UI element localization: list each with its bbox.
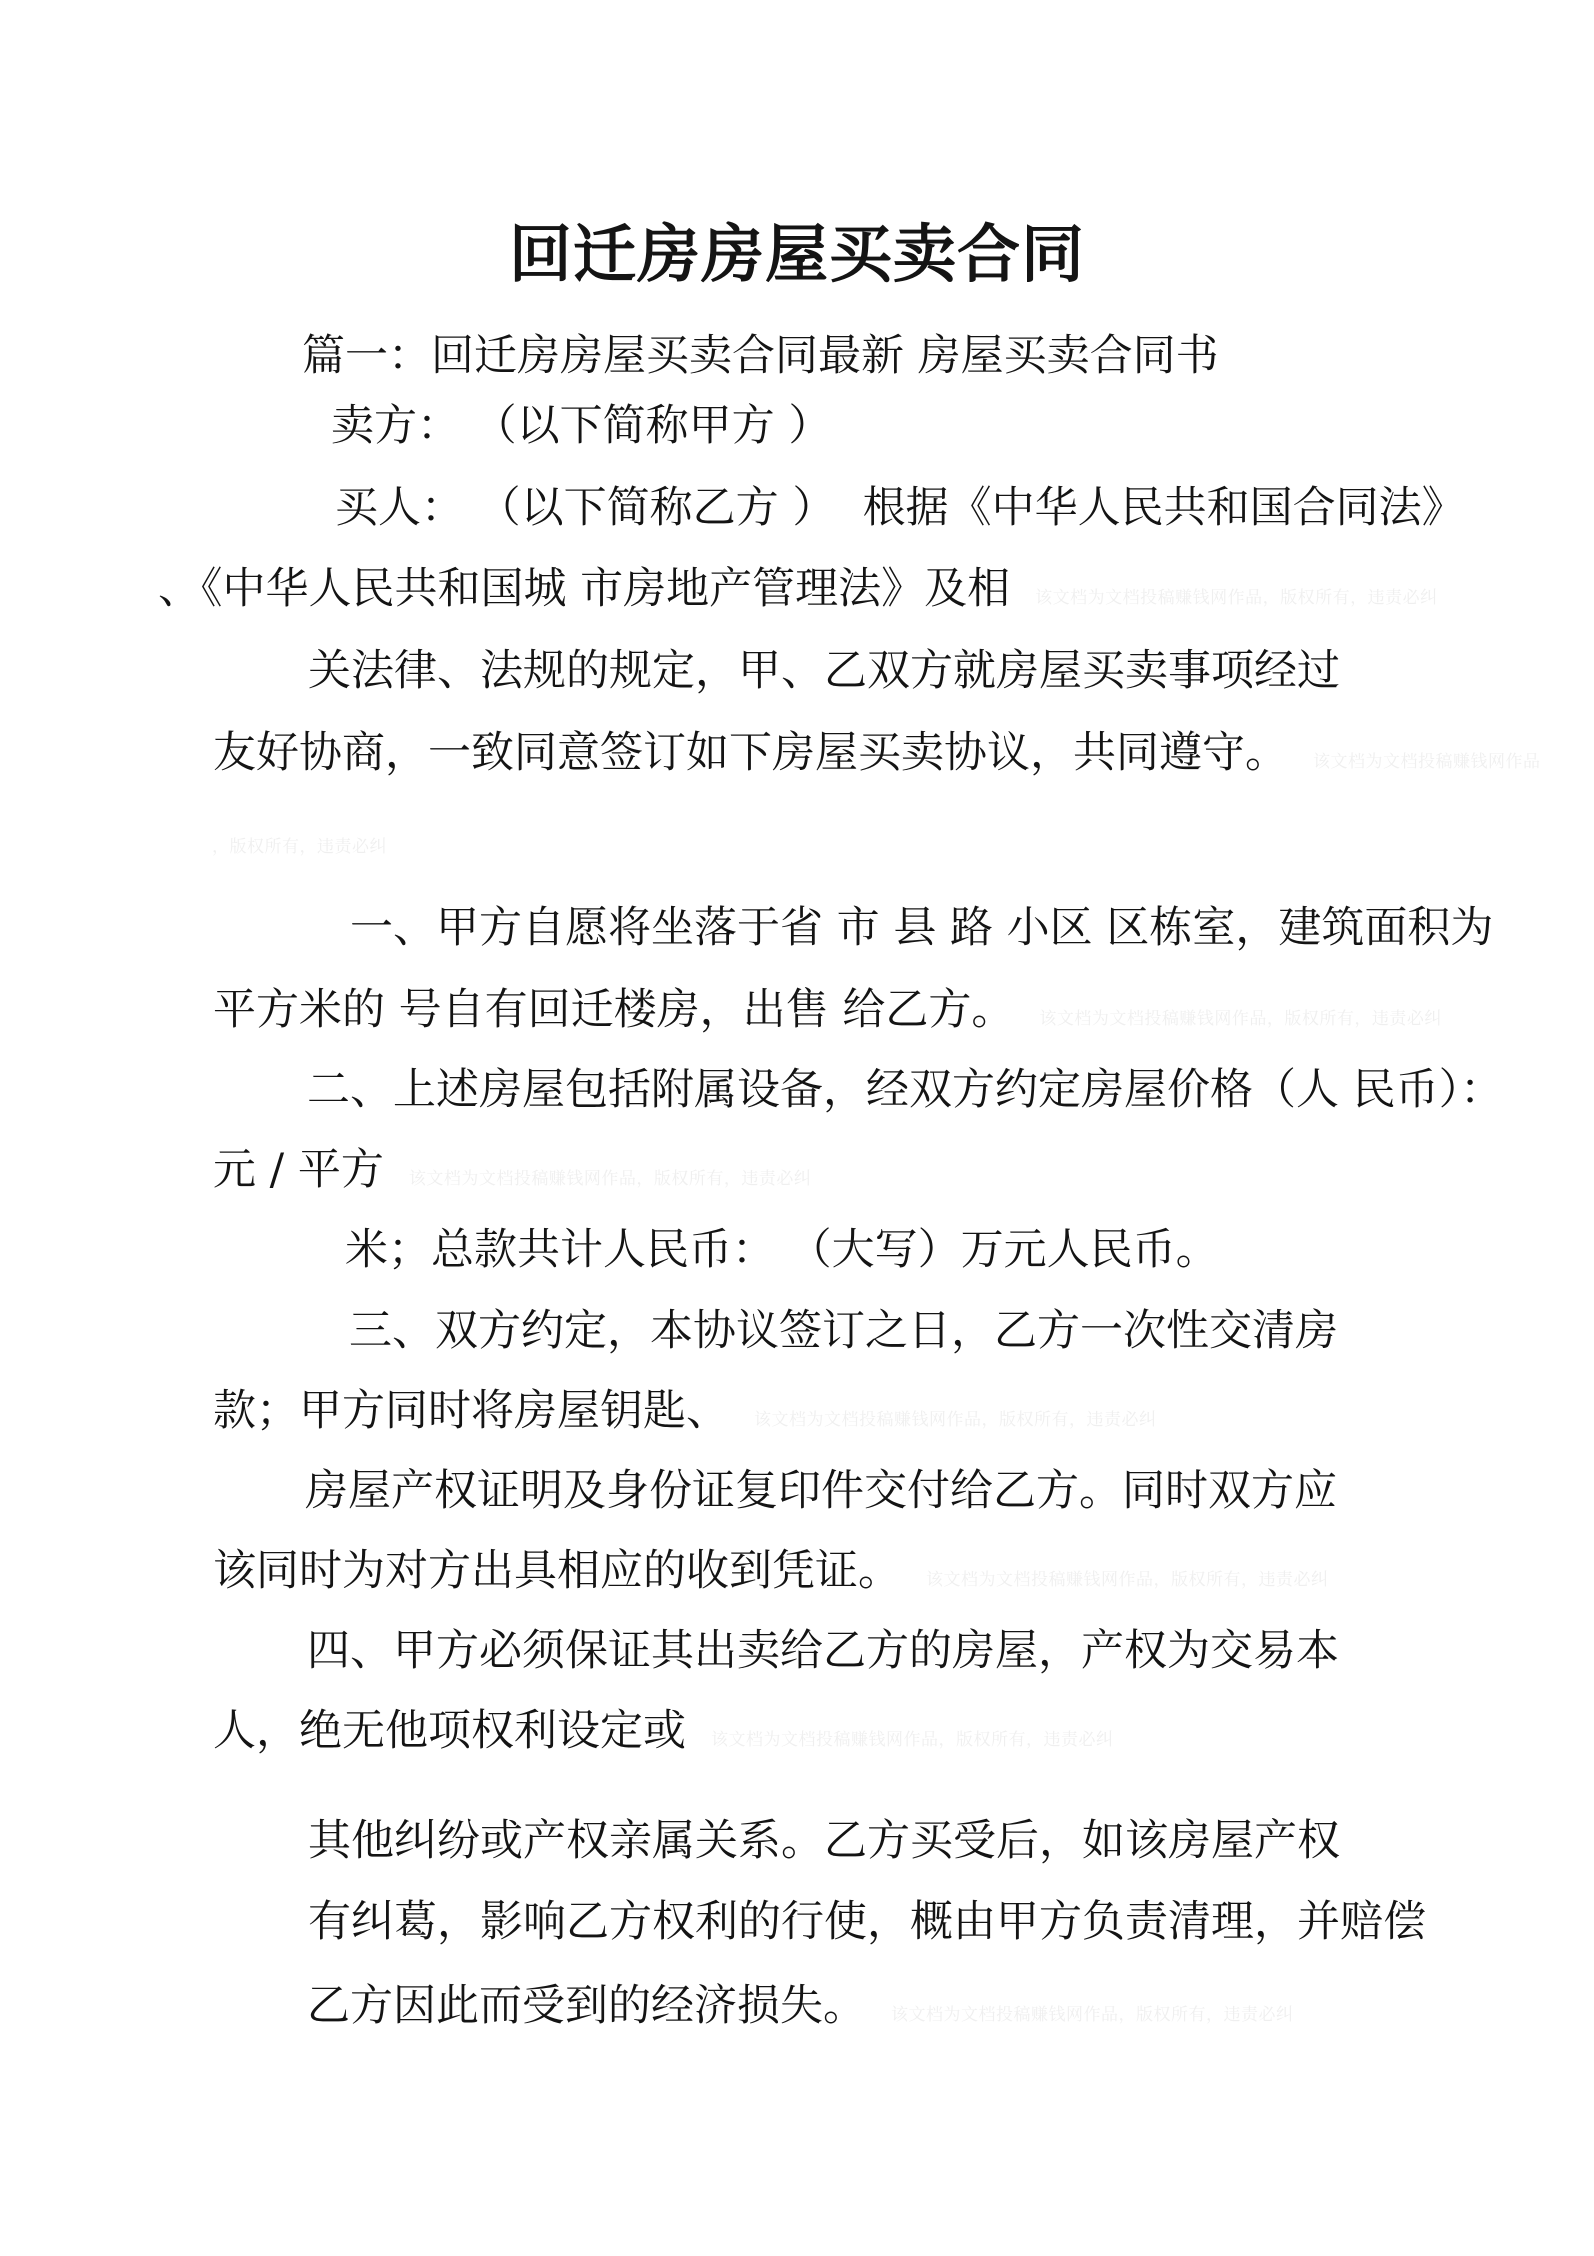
line-text: 人，绝无他项权利设定或 xyxy=(213,1706,686,1756)
inline-watermark: 该文档为文档投稿赚钱网作品，版权所有，违责必纠 xyxy=(1035,588,1438,608)
line-text: 关法律、法规的规定，甲、乙双方就房屋买卖事项经过 xyxy=(308,646,1340,696)
line-text: 其他纠纷或产权亲属关系。乙方买受后，如该房屋产权 xyxy=(308,1816,1340,1866)
document-title: 回迁房房屋买卖合同 xyxy=(509,218,1085,291)
inline-watermark: 该文档为文档投稿赚钱网作品，版权所有，违责必纠 xyxy=(711,1730,1114,1750)
document-line xyxy=(307,1980,1294,2041)
inline-watermark: 该文档为文档投稿赚钱网作品 xyxy=(1313,752,1541,772)
line-text: 、《中华人民共和国城 市房地产管理法》及相 xyxy=(158,564,1011,614)
document-line xyxy=(345,1224,1219,1276)
line-text: 平方米的 号自有回迁楼房，出售 给乙方。 xyxy=(213,985,1015,1035)
document-line xyxy=(158,563,1438,624)
line-text: 有纠葛，影响乙方权利的行使，概由甲方负责清理，并赔偿 xyxy=(308,1897,1426,1947)
line-text: 房屋产权证明及身份证复印件交付给乙方。同时双方应 xyxy=(305,1466,1337,1516)
line-text: 买人： （以下简称乙方 ） 根据《中华人民共和国合同法》 xyxy=(335,483,1465,533)
line-text: 该同时为对方出具相应的收到凭证。 xyxy=(213,1546,901,1596)
document-line xyxy=(213,1385,1157,1446)
line-text: 三、双方约定，本协议签订之日，乙方一次性交清房 xyxy=(349,1306,1338,1356)
line-text: 卖方： （以下简称甲方 ） xyxy=(331,401,832,451)
inline-watermark: 该文档为文档投稿赚钱网作品，版权所有，违责必纠 xyxy=(754,1410,1157,1430)
inline-watermark: 该文档为文档投稿赚钱网作品，版权所有，违责必纠 xyxy=(926,1570,1329,1590)
inline-watermark: 该文档为文档投稿赚钱网作品，版权所有，违责必纠 xyxy=(891,2005,1294,2025)
document-line xyxy=(307,1064,1503,1116)
line-text: 一、甲方自愿将坐落于省 市 县 路 小区 区栋室，建筑面积为 xyxy=(350,903,1494,953)
document-line xyxy=(308,1896,1426,1948)
line-text: 元 / 平方 xyxy=(213,1145,384,1195)
document-line xyxy=(335,482,1465,534)
document-line xyxy=(308,1815,1340,1867)
line-text: 款；甲方同时将房屋钥匙、 xyxy=(213,1386,729,1436)
line-text: 友好协商，一致同意签订如下房屋买卖协议，共同遵守。 xyxy=(213,728,1288,778)
document-line xyxy=(349,1305,1338,1357)
watermark-fragment: ，版权所有，违责必纠 xyxy=(212,837,387,857)
line-text: 米；总款共计人民币： （大写）万元人民币。 xyxy=(345,1225,1219,1275)
document-line xyxy=(305,1465,1337,1517)
inline-watermark: 该文档为文档投稿赚钱网作品，版权所有，违责必纠 xyxy=(1039,1009,1442,1029)
document-line xyxy=(307,1625,1339,1677)
document-line xyxy=(302,330,1219,382)
document-line xyxy=(350,902,1493,954)
line-text: 乙方因此而受到的经济损失。 xyxy=(307,1981,866,2031)
document-line xyxy=(213,727,1541,788)
line-text: 篇一：回迁房房屋买卖合同最新 房屋买卖合同书 xyxy=(302,331,1219,381)
line-text: 四、甲方必须保证其出卖给乙方的房屋，产权为交易本 xyxy=(307,1626,1339,1676)
document-line xyxy=(213,1144,811,1205)
document-line xyxy=(331,400,831,452)
document-line xyxy=(213,1545,1329,1606)
inline-watermark: 该文档为文档投稿赚钱网作品，版权所有，违责必纠 xyxy=(408,1169,812,1189)
document-line xyxy=(213,984,1442,1045)
document-line xyxy=(213,1705,1114,1766)
line-text: 二、上述房屋包括附属设备，经双方约定房屋价格（人 民币）： xyxy=(307,1065,1504,1115)
document-line xyxy=(308,645,1340,697)
